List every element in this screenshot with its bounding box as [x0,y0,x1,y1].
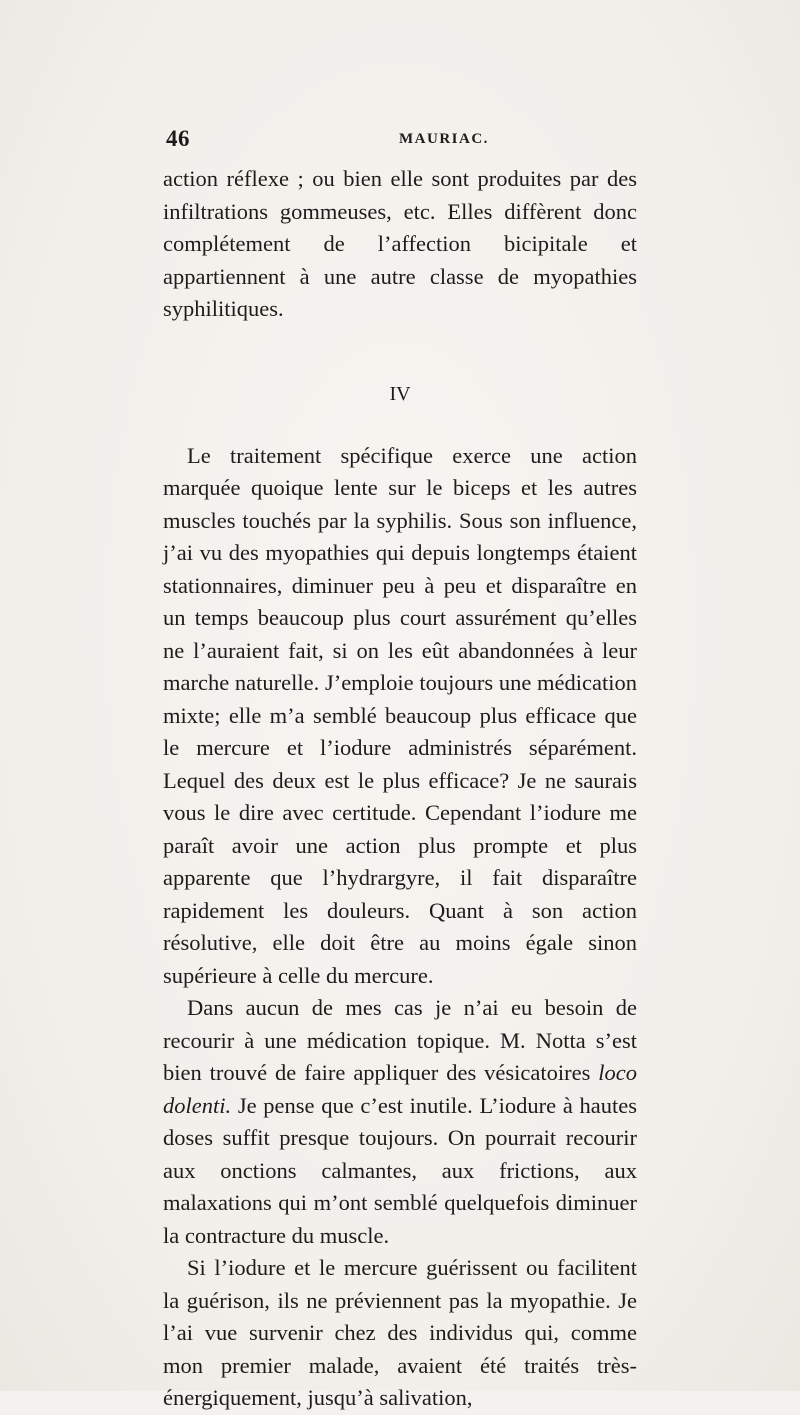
paragraph-3-latin-phrase: loco dolenti. [163,1060,637,1118]
spacer [163,326,637,378]
section-heading: IV [389,382,411,405]
paragraph-3-text-b: Je pense que c’est inutile. L’iodure à hautes doses suffit presque toujours. On pourrait recourir aux onctions calmantes, aux frictions, aux malaxations qui m’ont semblé quelquefois diminuer la contracture du muscle. [163,1092,637,1248]
page-header [166,126,636,156]
paragraph-3-text-a: Dans aucun de mes cas je n’ai eu besoin de recourir à une médication topique. M. Notta s’est bien trouvé de faire appliquer des vésicatoires [163,995,637,1085]
paragraph-2: Le traitement spécifique exerce une action marquée quoique lente sur le biceps et les autres muscles touchés par la syphilis. Sous son influence, j’ai vu des myopathies qui depuis longtemps étaient stationnaires, diminuer peu à peu et disparaître en un temps beaucoup plus court assurément qu’elles ne l’auraient fait, si on les eût abandonnées à leur marche naturelle. J’emploie toujours une médication mixte; elle m’a semblé beaucoup plus efficace que le mercure et l’iodure administrés séparément. Lequel des deux est le plus efficace? Je ne saurais vous le dire avec certitude. Cependant l’iodure me paraît avoir une action plus prompte et plus apparente que l’hydrargyre, il fait disparaître rapidement les douleurs. Quant à son action résolutive, elle doit être au moins égale sinon supérieure à celle du mercure. [163,442,637,988]
spacer [163,410,637,440]
paragraph-1: action réflexe ; ou bien elle sont produites par des infiltrations gommeuses, etc. Elles diffèrent donc complétement de l’affection bicipitale et appartiennent à une autre classe de myopathies syphilitiques. [163,166,637,321]
body-text [163,163,637,1415]
page-number: 46 [166,126,190,151]
paragraph-3 [163,992,637,1252]
running-head: MAURIAC. [399,131,489,147]
paragraph-4: Si l’iodure et le mercure guérissent ou facilitent la guérison, ils ne préviennent pas la myopathie. Je l’ai vue survenir chez des individus qui, comme mon premier malade, avaient été traités très-énergiquement, jusqu’à salivation, [163,1255,637,1410]
